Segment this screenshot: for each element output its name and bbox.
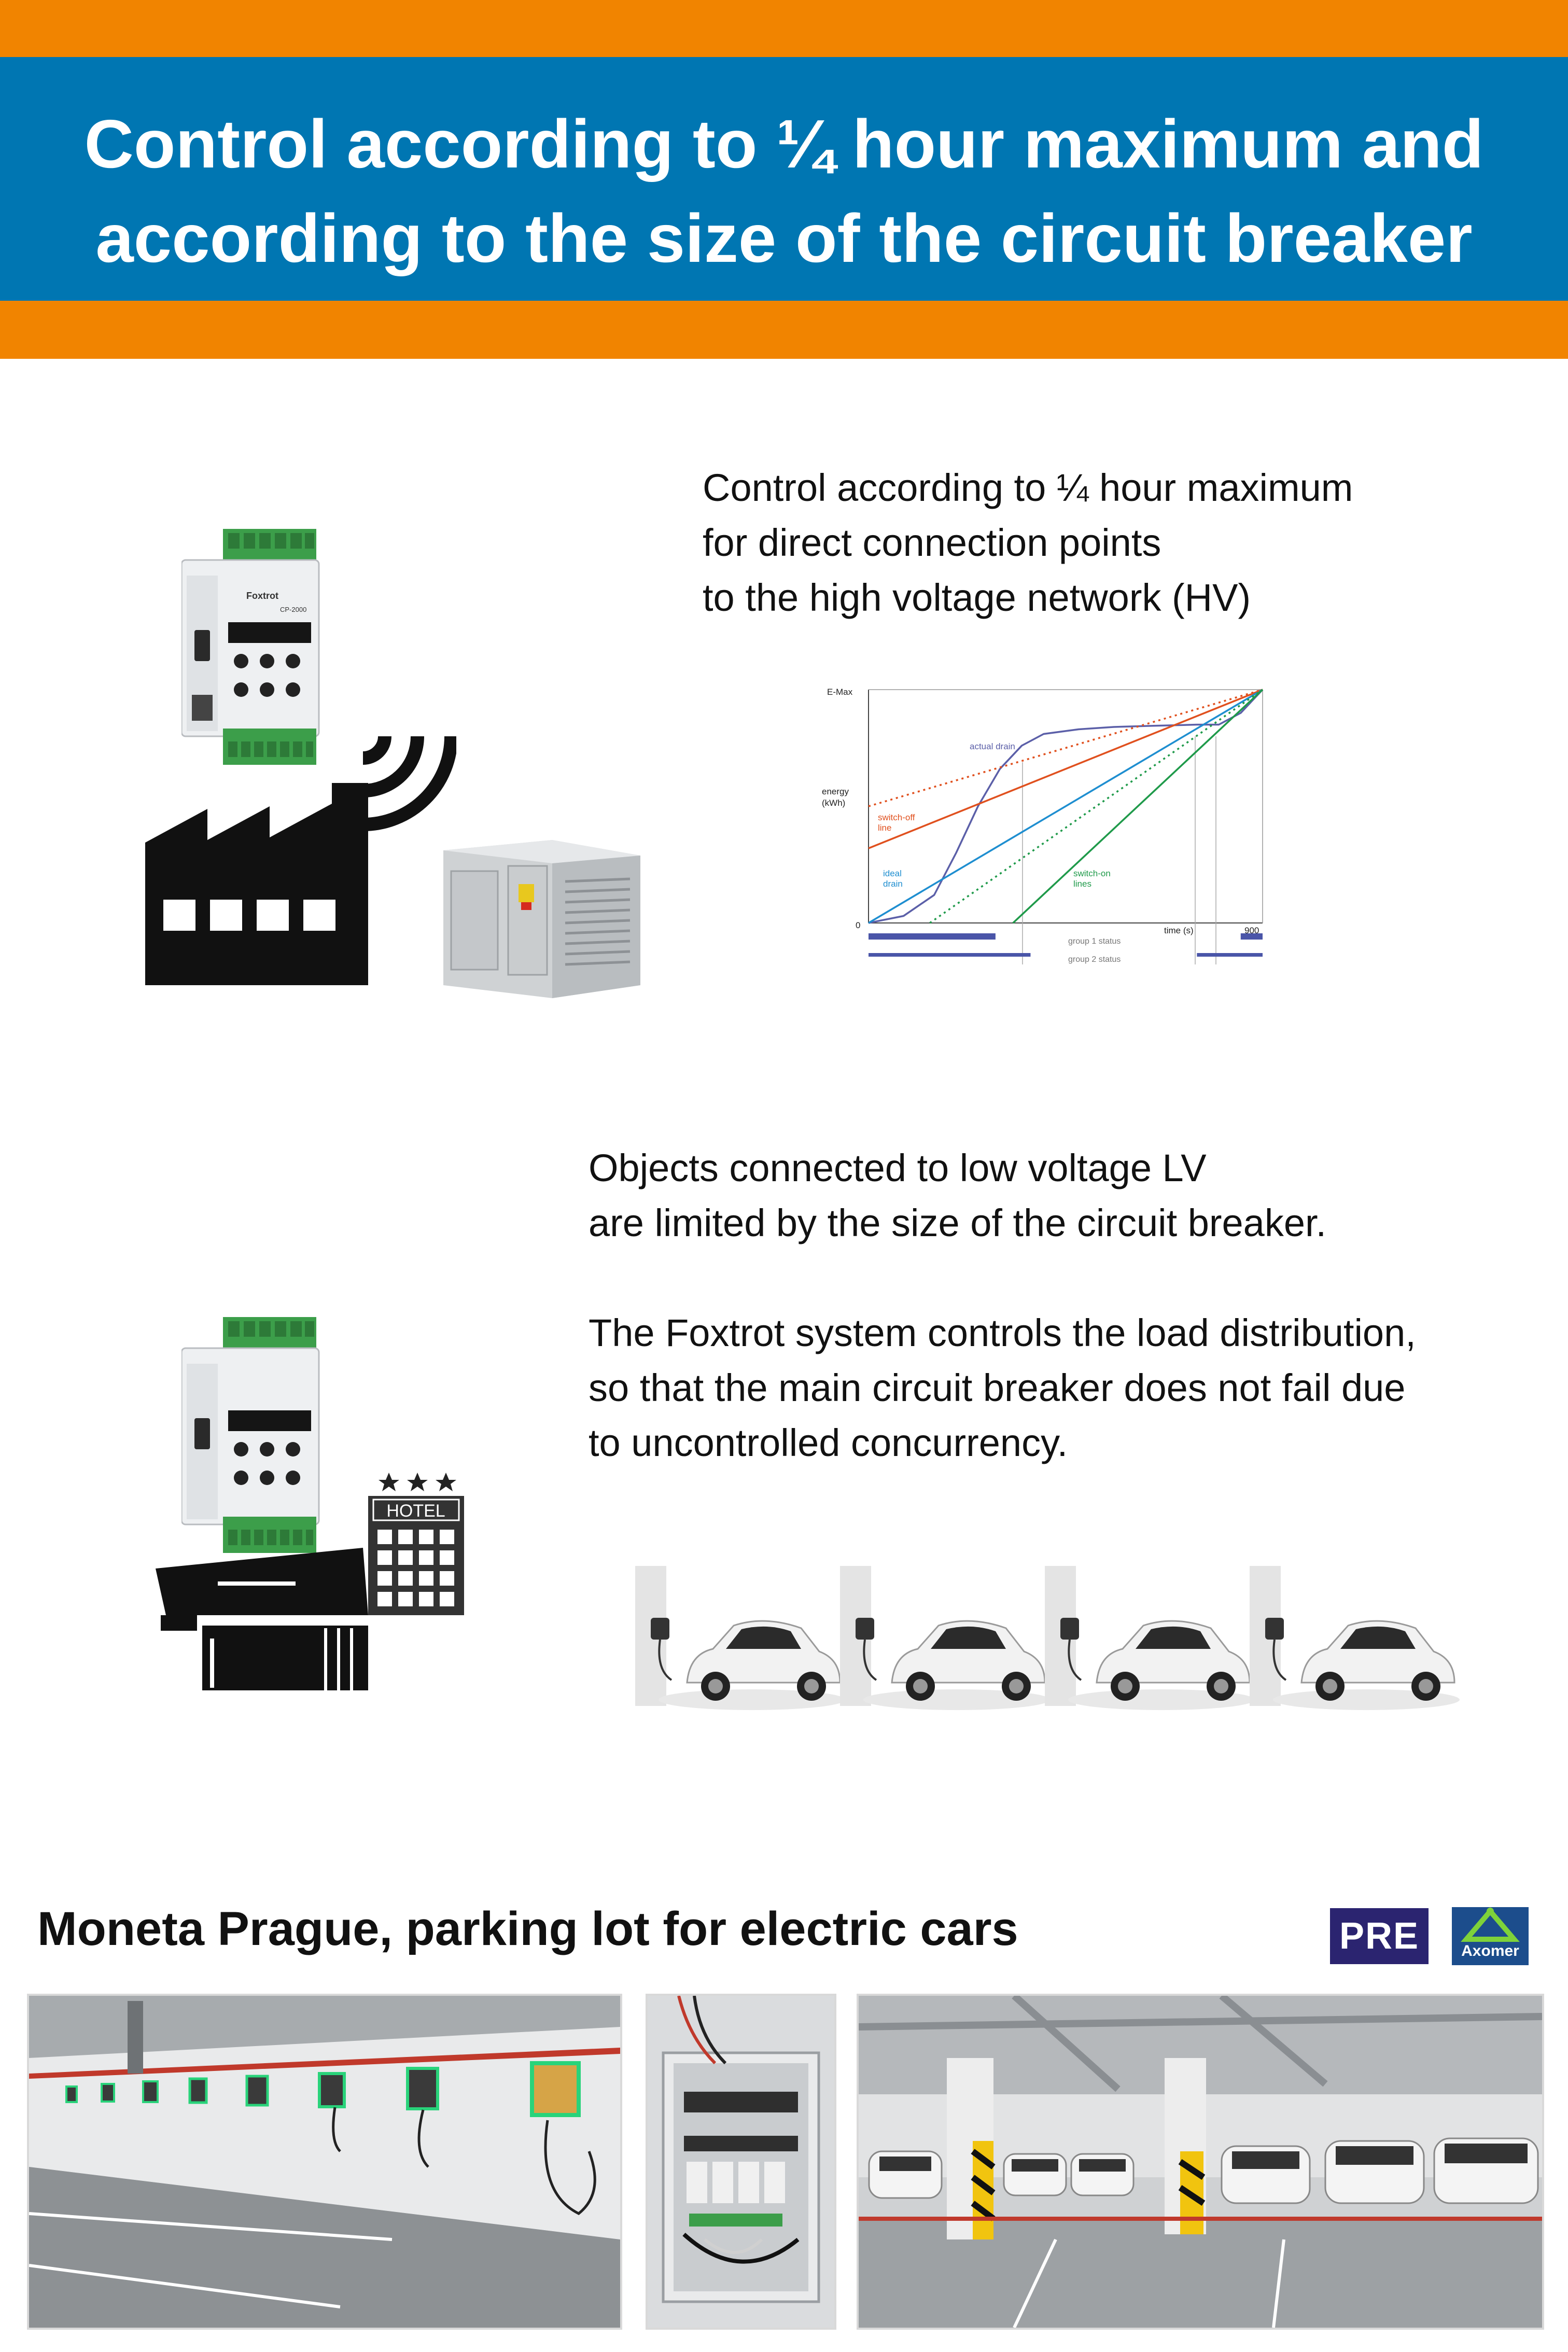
bottom-title: Moneta Prague, parking lot for electric cars — [37, 1902, 1018, 1955]
status-bar-group-1-segment-1 — [869, 933, 996, 940]
photo-parking-cars — [857, 1994, 1544, 2330]
label-switch-on-lines: switch-on lines — [1073, 869, 1111, 889]
label-actual-drain: actual drain — [970, 741, 1015, 751]
hv-line-2: for direct connection points — [703, 521, 1161, 564]
logo-axomer-text: Axomer — [1461, 1942, 1519, 1959]
foxtrot-device-1 — [181, 529, 321, 767]
foxtrot-device-2 — [181, 1317, 321, 1556]
cabinet-image — [648, 1996, 834, 2328]
logo-pre — [1330, 1908, 1429, 1964]
building-icon — [156, 1548, 379, 1693]
header-top-stripe — [0, 0, 1568, 57]
header-bottom-stripe — [0, 301, 1568, 359]
hv-line-1: Control according to ¼ hour maximum — [703, 466, 1353, 509]
charger-station-1 — [635, 1566, 671, 1706]
charger-station-4 — [1250, 1566, 1286, 1706]
status-bar-group-2-segment-1 — [869, 953, 1030, 957]
charger-station-2 — [840, 1566, 876, 1706]
logo-pre-text: PRE — [1339, 1915, 1420, 1957]
label-group-2-status: group 2 status — [1068, 955, 1121, 964]
car-1 — [659, 1621, 845, 1710]
chart-xlabel: time (s) — [1164, 926, 1194, 935]
page-title-line-1: Control according to ¼ hour maximum and — [84, 106, 1484, 182]
label-group-1-status: group 1 status — [1068, 937, 1121, 946]
lv-line-4: The Foxtrot system controls the load distribution, — [589, 1311, 1416, 1354]
lv-line-2: are limited by the size of the circuit breaker. — [589, 1201, 1327, 1244]
device-model: CP-2000 — [280, 606, 307, 613]
chart-ylabel: energy (kWh) — [822, 787, 849, 808]
energy-chart — [822, 684, 1268, 975]
parking-image — [859, 1996, 1542, 2328]
lv-description — [589, 1141, 1532, 1471]
label-ideal-drain: ideal drain — [883, 869, 903, 889]
chart-top-label: E-Max — [827, 687, 853, 697]
hv-description — [703, 460, 1480, 625]
lv-spacer — [589, 1251, 1532, 1306]
hv-line-3: to the high voltage network (HV) — [703, 576, 1251, 619]
charger-station-3 — [1045, 1566, 1081, 1706]
axomer-mark-icon — [1452, 1907, 1529, 1943]
charger-icon — [651, 1618, 669, 1640]
garage-wall-image — [29, 1996, 620, 2328]
car-4 — [1273, 1621, 1460, 1710]
status-bar-group-2-segment-2 — [1197, 953, 1263, 957]
hotel-icon — [363, 1473, 472, 1618]
factory-icon — [145, 783, 373, 985]
logo-axomer — [1452, 1907, 1529, 1965]
chart-x-tick-0: 0 — [856, 920, 861, 930]
lv-line-5: so that the main circuit breaker does not fail due — [589, 1366, 1406, 1409]
chargers-cars-illustration — [635, 1566, 1465, 1721]
page-title-line-2: according to the size of the circuit breaker — [95, 200, 1473, 276]
transformer-station-icon — [438, 835, 646, 1001]
lv-line-1: Objects connected to low voltage LV — [589, 1146, 1207, 1189]
device-brand: Foxtrot — [246, 591, 278, 601]
lv-line-6: to uncontrolled concurrency. — [589, 1421, 1068, 1464]
label-switch-off-line: switch-off line — [878, 813, 915, 833]
chart-x-tick-900: 900 — [1244, 926, 1259, 935]
photo-control-cabinet — [646, 1994, 836, 2330]
foxtrot-module-icon-2 — [181, 1317, 321, 1556]
car-3 — [1068, 1621, 1255, 1710]
car-2 — [863, 1621, 1050, 1710]
charging-row — [635, 1566, 1465, 1721]
photo-garage-chargers — [27, 1994, 622, 2330]
hotel-label: HOTEL — [386, 1501, 445, 1521]
header-banner — [0, 57, 1568, 301]
foxtrot-module-icon — [181, 529, 321, 767]
